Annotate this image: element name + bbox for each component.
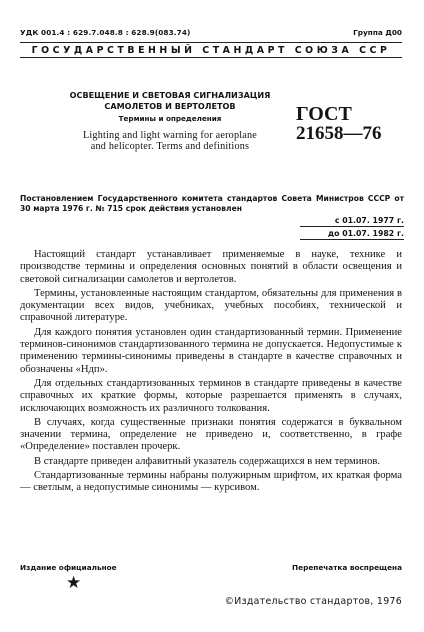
group-code: Группа Д00 bbox=[353, 28, 402, 37]
paragraph-7: Стандартизованные термины набраны полужирным шрифтом, их краткая форма — светлым, а недопустимые синонимы — курсивом. bbox=[20, 470, 402, 494]
title-subtitle: Термины и определения bbox=[118, 114, 222, 123]
title-english-line-1: Lighting and light warning for aeroplane bbox=[82, 130, 258, 141]
title-russian bbox=[56, 90, 284, 112]
paragraph-3: Для каждого понятия установлен один стандартизованный термин. Применение терминов-синонимов стандартизованного термина не допускается. Недопустимые к применению термины-синонимы приведены в стандарте в качестве справочных и обозначены «Ндп». bbox=[20, 326, 402, 375]
gost-number: 21658—76 bbox=[296, 123, 382, 144]
header-rule-bottom bbox=[20, 57, 402, 58]
effective-date-to: до 01.07. 1982 г. bbox=[327, 229, 404, 238]
reprint-prohibited-label: Перепечатка воспрещена bbox=[292, 563, 402, 572]
date-underline-2 bbox=[300, 239, 404, 240]
paragraph-5: В случаях, когда существенные признаки понятия содержатся в буквальном значении термина, определение не приведено и, соответственно, в графе «Определение» поставлен прочерк. bbox=[20, 416, 402, 453]
paragraph-4: Для отдельных стандартизованных терминов в стандарте приведены в качестве справочных их краткие формы, которые разрешается применять в случаях, исключающих возможность их различного толкования. bbox=[20, 377, 402, 414]
paragraph-6: В стандарте приведен алфавитный указатель содержащихся в нем терминов. bbox=[34, 455, 381, 467]
header-rule-top bbox=[20, 42, 402, 43]
copyright: ©Издательство стандартов, 1976 bbox=[224, 596, 402, 607]
standard-banner: ГОСУДАРСТВЕННЫЙ СТАНДАРТ СОЮЗА ССР bbox=[31, 45, 391, 56]
date-underline-1 bbox=[300, 226, 404, 227]
paragraph-2: Термины, установленные настоящим стандартом, обязательны для применения в документации всех видов, учебниках, учебных пособиях, технической и справочной литературе. bbox=[20, 287, 402, 324]
body-text bbox=[20, 249, 402, 497]
title-english-line-2: and helicopter. Terms and definitions bbox=[90, 141, 250, 152]
official-edition-label: Издание официальное bbox=[20, 563, 117, 572]
udk-code: УДК 001.4 : 629.7.048.8 : 628.9(083.74) bbox=[20, 28, 191, 37]
effective-date-from: с 01.07. 1977 г. bbox=[334, 216, 404, 225]
decree-text: Постановлением Государственного комитета стандартов Совета Министров СССР от 30 марта 1976 г. № 715 срок действия установлен bbox=[20, 194, 404, 213]
title-russian-line-1: ОСВЕЩЕНИЕ И СВЕТОВАЯ СИГНАЛИЗАЦИЯ bbox=[69, 90, 271, 100]
paragraph-1: Настоящий стандарт устанавливает применяемые в науке, технике и производстве термины и определения основных понятий в области освещения и световой сигнализации самолетов и вертолетов. bbox=[20, 249, 402, 285]
title-english bbox=[56, 130, 284, 152]
title-russian-line-2: САМОЛЕТОВ И ВЕРТОЛЕТОВ bbox=[104, 101, 236, 111]
gost-label: ГОСТ bbox=[296, 103, 352, 125]
star-icon: ★ bbox=[66, 573, 82, 592]
